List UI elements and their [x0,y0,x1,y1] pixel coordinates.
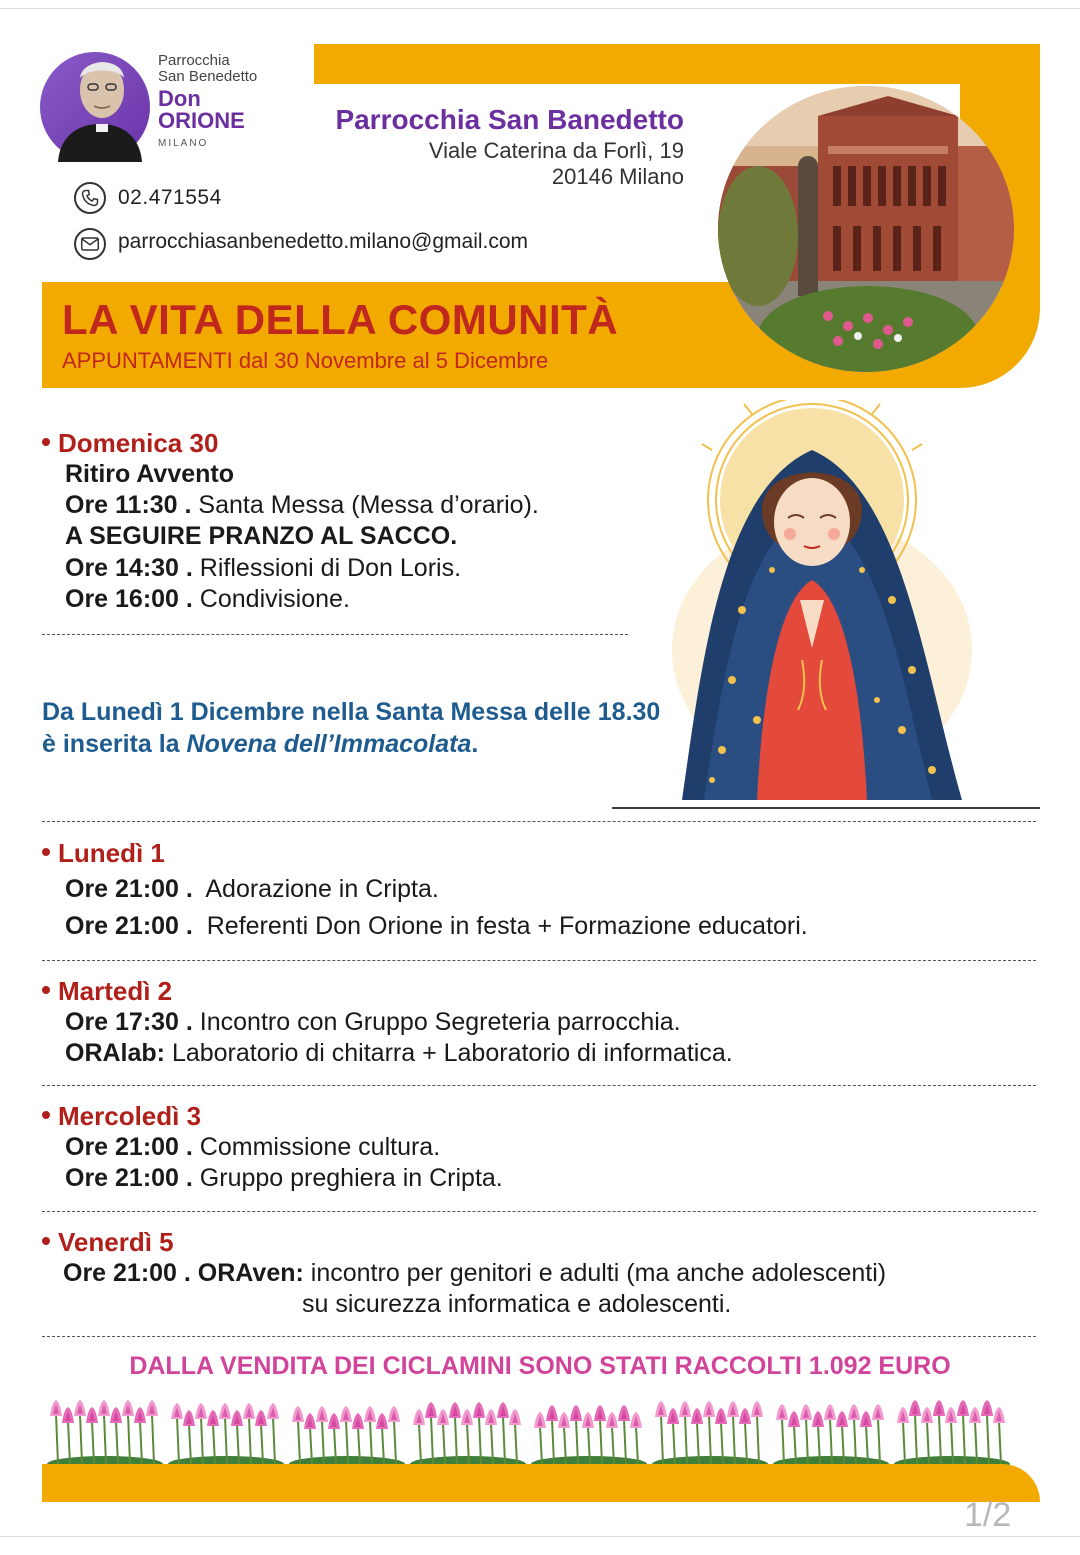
page-subtitle: APPUNTAMENTI dal 30 Novembre al 5 Dicembre [62,348,549,373]
bullet-icon [42,1237,50,1245]
event-line [65,1133,440,1162]
event-text: Commissione cultura. [192,1133,441,1161]
novena-text: . [471,730,479,758]
bullet-icon [42,986,50,994]
day-lunedi [42,838,165,869]
logo-san-benedetto: San Benedetto [158,68,258,85]
event-time: Ore 14:30 . [65,554,193,582]
day-domenica [42,428,218,459]
event-text: Condivisione. [192,585,350,613]
top-divider [0,8,1080,9]
event-line [63,1259,886,1288]
event-line [65,912,808,941]
event-text: Adorazione in Cripta. [192,875,439,903]
church-photo [718,86,1014,372]
address-street: Viale Caterina da Forlì, 19 [428,138,684,163]
logo-milano: MILANO [158,138,209,149]
bottom-divider [0,1536,1080,1537]
event-line [65,1164,503,1193]
divider [42,1336,1036,1337]
mail-icon [74,228,106,260]
event-time: Ore 11:30 . [65,491,192,519]
page-title: LA VITA DELLA COMUNITÀ [62,296,619,343]
event-line [65,1008,681,1037]
event-text: Riflessioni di Don Loris. [192,554,462,582]
day-venerdi [42,1227,174,1258]
event-line [65,522,457,551]
bullet-icon [42,848,50,856]
madonna-illustration [612,400,1040,812]
day-label: Lunedì 1 [58,838,165,868]
divider [42,960,1036,961]
event-title: Ritiro Avvento [65,460,234,488]
phone-icon [74,182,106,214]
phone-number[interactable]: 02.471554 [118,186,222,209]
day-label: Domenica 30 [58,428,219,458]
event-time: Ore 17:30 . [65,1008,193,1036]
event-time: Ore 21:00 . [65,1133,193,1161]
fundraising-notice: DALLA VENDITA DEI CICLAMINI SONO STATI RACCOLTI 1.092 EURO [129,1352,951,1380]
novena-emphasis: Novena dell’Immacolata [186,730,472,758]
novena-line [42,728,660,760]
don-orione-portrait-icon [48,44,152,162]
day-label: Mercoledì 3 [58,1101,202,1131]
divider [42,1211,1036,1212]
event-text: Santa Messa (Messa d’orario). [191,491,539,519]
event-line [65,554,461,583]
event-time: Ore 21:00 . [65,912,193,940]
page-indicator: 1/2 [964,1496,1012,1534]
header-orange-bar [314,44,1040,84]
day-mercoledi [42,1101,201,1132]
event-line [65,460,234,489]
novena-notice [42,696,660,760]
event-text: incontro per genitori e adulti (ma anche adolescenti) [303,1259,887,1287]
event-text: Incontro con Gruppo Segreteria parrocchia. [192,1008,681,1036]
event-line [65,1039,733,1068]
event-line [65,585,350,614]
novena-line: Da Lunedì 1 Dicembre nella Santa Messa delle 18.30 [42,698,661,726]
event-line [65,875,439,904]
logo-orione: ORIONE [158,108,245,133]
event-time: Ore 16:00 . [65,585,193,613]
divider [42,1085,1036,1086]
email-address[interactable]: parrocchiasanbenedetto.milano@gmail.com [118,230,529,253]
logo-don: Don [158,86,201,111]
novena-text: è inserita la [42,730,187,758]
day-martedi [42,976,172,1007]
event-label: ORAlab: [65,1039,165,1067]
event-line [302,1290,731,1319]
event-line [65,491,539,520]
event-time: Ore 21:00 . [65,875,193,903]
divider [42,634,628,635]
bullet-icon [42,438,50,446]
event-text: Referenti Don Orione in festa + Formazione educatori. [192,912,808,940]
divider [42,821,1036,822]
footer-orange-bar [42,1464,1040,1502]
event-text: Laboratorio di chitarra + Laboratorio di informatica. [165,1039,733,1067]
bullet-icon [42,1111,50,1119]
event-text: Gruppo preghiera in Cripta. [192,1164,503,1192]
logo-parrocchia: Parrocchia [158,52,230,69]
event-title: A SEGUIRE PRANZO AL SACCO. [65,522,458,550]
day-label: Martedì 2 [58,976,173,1006]
event-time: Ore 21:00 . [65,1164,193,1192]
event-text: su sicurezza informatica e adolescenti. [302,1290,732,1318]
address-city: 20146 Milano [551,164,684,189]
day-label: Venerdì 5 [58,1227,174,1257]
parish-name: Parrocchia San Banedetto [335,104,684,135]
cyclamen-flowers-illustration [42,1392,1040,1472]
event-time: Ore 21:00 . ORAven: [63,1259,304,1287]
